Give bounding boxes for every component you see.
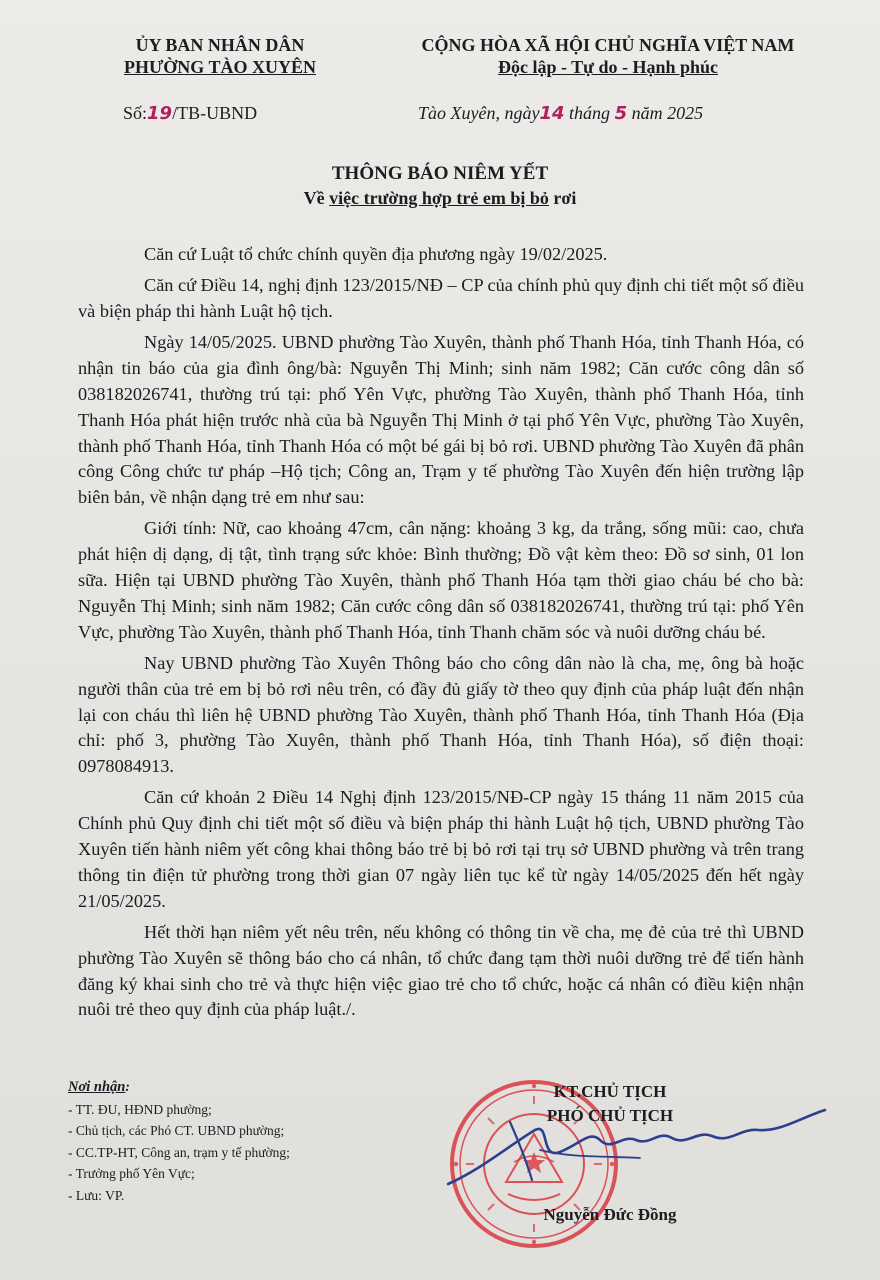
recipient-item: - Lưu: VP. — [68, 1187, 125, 1203]
paragraph-description: Giới tính: Nữ, cao khoảng 47cm, cân nặng: khoảng 3 kg, da trắng, sống mũi: cao, chưa phát hiện dị dạng, dị tật, tình trạng sức khỏe: Bình thường; Đồ vật kèm theo: Đồ sơ sinh, 01 lon sữa. Hiện tại UBND phường Tào Xuyên, thành phố Thanh Hóa tạm thời giao cháu bé cho bà: Nguyễn Thị Minh; sinh năm 1982; Căn cước công dân số 038182026741, thường trú tại: phố Yên Vực, phường Tào Xuyên, thành phố Thanh Hóa, tỉnh Thanh chăm sóc và nuôi dưỡng cháu bé. — [78, 518, 804, 642]
signer-line-1: KT.CHỦ TỊCH — [553, 1082, 667, 1101]
recipients-heading-colon: : — [125, 1079, 130, 1094]
date-place: Tào Xuyên, ngày — [418, 103, 540, 123]
paragraph-posting: Căn cứ khoản 2 Điều 14 Nghị định 123/2015/NĐ-CP ngày 15 tháng 11 năm 2015 của Chính phủ Quy định chi tiết một số điều và biện pháp thi hành Luật hộ tịch, UBND phường Tào Xuyên tiến hành niêm yết công khai thông báo trẻ bị bỏ rơi tại trụ sở UBND phường và trên trang thông tin điện tử phường trong thời gian 07 ngày liên tục kể từ ngày 14/05/2025 đến hết ngày 21/05/2025. — [78, 787, 804, 911]
document-subtitle — [0, 188, 880, 209]
document-number — [123, 103, 257, 124]
date-month-label: tháng — [569, 103, 611, 123]
signer-line-2: PHÓ CHỦ TỊCH — [546, 1106, 674, 1125]
document-body — [78, 242, 804, 1029]
date-day: 14 — [539, 103, 565, 124]
paragraph-incident: Ngày 14/05/2025. UBND phường Tào Xuyên, thành phố Thanh Hóa, tỉnh Thanh Hóa, có nhận tin báo của gia đình ông/bà: Nguyễn Thị Minh; sinh năm 1982; Căn cước công dân số 038182026741, thường trú tại: phố Yên Vực, phường Tào Xuyên, thành phố Thanh Hóa, tỉnh Thanh Hóa phát hiện trước nhà của bà Nguyễn Thị Minh ở tại phố Yên Vực, phường Tào Xuyên, thành phố Thanh Hóa, tỉnh Thanh Hóa có một bé gái bị bỏ rơi. UBND phường Tào Xuyên đã phân công Công chức tư pháp –Hộ tịch; Công an, Trạm y tế phường Tào Xuyên đến hiện trường lập biên bản, về nhận dạng trẻ em như sau: — [78, 332, 804, 508]
nation-name: CỘNG HÒA XÃ HỘI CHỦ NGHĨA VIỆT NAM — [421, 35, 795, 55]
recipient-item: - TT. ĐU, HĐND phường; — [68, 1101, 212, 1117]
national-motto: Độc lập - Tự do - Hạnh phúc — [497, 57, 719, 77]
recipient-item: - Trưởng phố Yên Vực; — [68, 1166, 195, 1181]
authority-line-2: PHƯỜNG TÀO XUYÊN — [123, 57, 316, 77]
number-label: Số: — [123, 103, 148, 123]
subtitle-suffix: rơi — [548, 188, 577, 208]
signature-icon — [440, 1100, 830, 1190]
authority-line-1: ỦY BAN NHÂN DÂN — [135, 35, 305, 55]
subtitle-underlined: việc trường hợp trẻ em bị bỏ — [329, 188, 549, 208]
recipients-block — [68, 1076, 388, 1206]
recipient-item: - CC.TP-HT, Công an, trạm y tế phường; — [68, 1144, 290, 1160]
recipients-heading: Nơi nhận — [68, 1079, 126, 1095]
paragraph-legal-basis-1: Căn cứ Luật tổ chức chính quyền địa phương ngày 19/02/2025. — [144, 244, 608, 264]
paragraph-conclusion: Hết thời hạn niêm yết nêu trên, nếu không có thông tin về cha, mẹ đẻ của trẻ thì UBND phường Tào Xuyên sẽ thông báo cho cá nhân, tổ chức đang tạm thời nuôi dưỡng trẻ để tiến hành đăng ký khai sinh cho trẻ và thực hiện việc giao trẻ cho tổ chức, hoặc cá nhân có điều kiện nhận nuôi trẻ theo quy định của pháp luật./. — [78, 921, 804, 1020]
issuing-authority — [95, 34, 345, 78]
recipient-item: - Chủ tịch, các Phó CT. UBND phường; — [68, 1123, 285, 1138]
paragraph-legal-basis-2: Căn cứ Điều 14, nghị định 123/2015/NĐ – CP của chính phủ quy định chi tiết một số điều và biện pháp thi hành Luật hộ tịch. — [78, 275, 804, 322]
document-date — [418, 103, 703, 124]
date-year: năm 2025 — [631, 103, 704, 123]
signer-name: Nguyễn Đức Đồng — [543, 1205, 677, 1224]
date-month: 5 — [614, 103, 628, 124]
number-handwritten: 19 — [147, 103, 173, 124]
subtitle-prefix: Về — [303, 188, 330, 208]
paragraph-notice: Nay UBND phường Tào Xuyên Thông báo cho công dân nào là cha, mẹ, ông bà hoặc người thân của trẻ em bị bỏ rơi nêu trên, có đầy đủ giấy tờ theo quy định của pháp luật đến nhận lại con cháu thì liên hệ UBND phường Tào Xuyên, thành phố Thanh Hóa, tỉnh Thanh Hóa (Địa chỉ: phố 3, phường Tào Xuyên, thành phố Thanh Hóa, tỉnh Thanh Hóa), số điện thoại: 0978084913. — [78, 652, 804, 777]
national-header — [368, 34, 848, 78]
document-title: THÔNG BÁO NIÊM YẾT — [331, 163, 549, 184]
number-suffix: /TB-UBND — [172, 103, 258, 123]
